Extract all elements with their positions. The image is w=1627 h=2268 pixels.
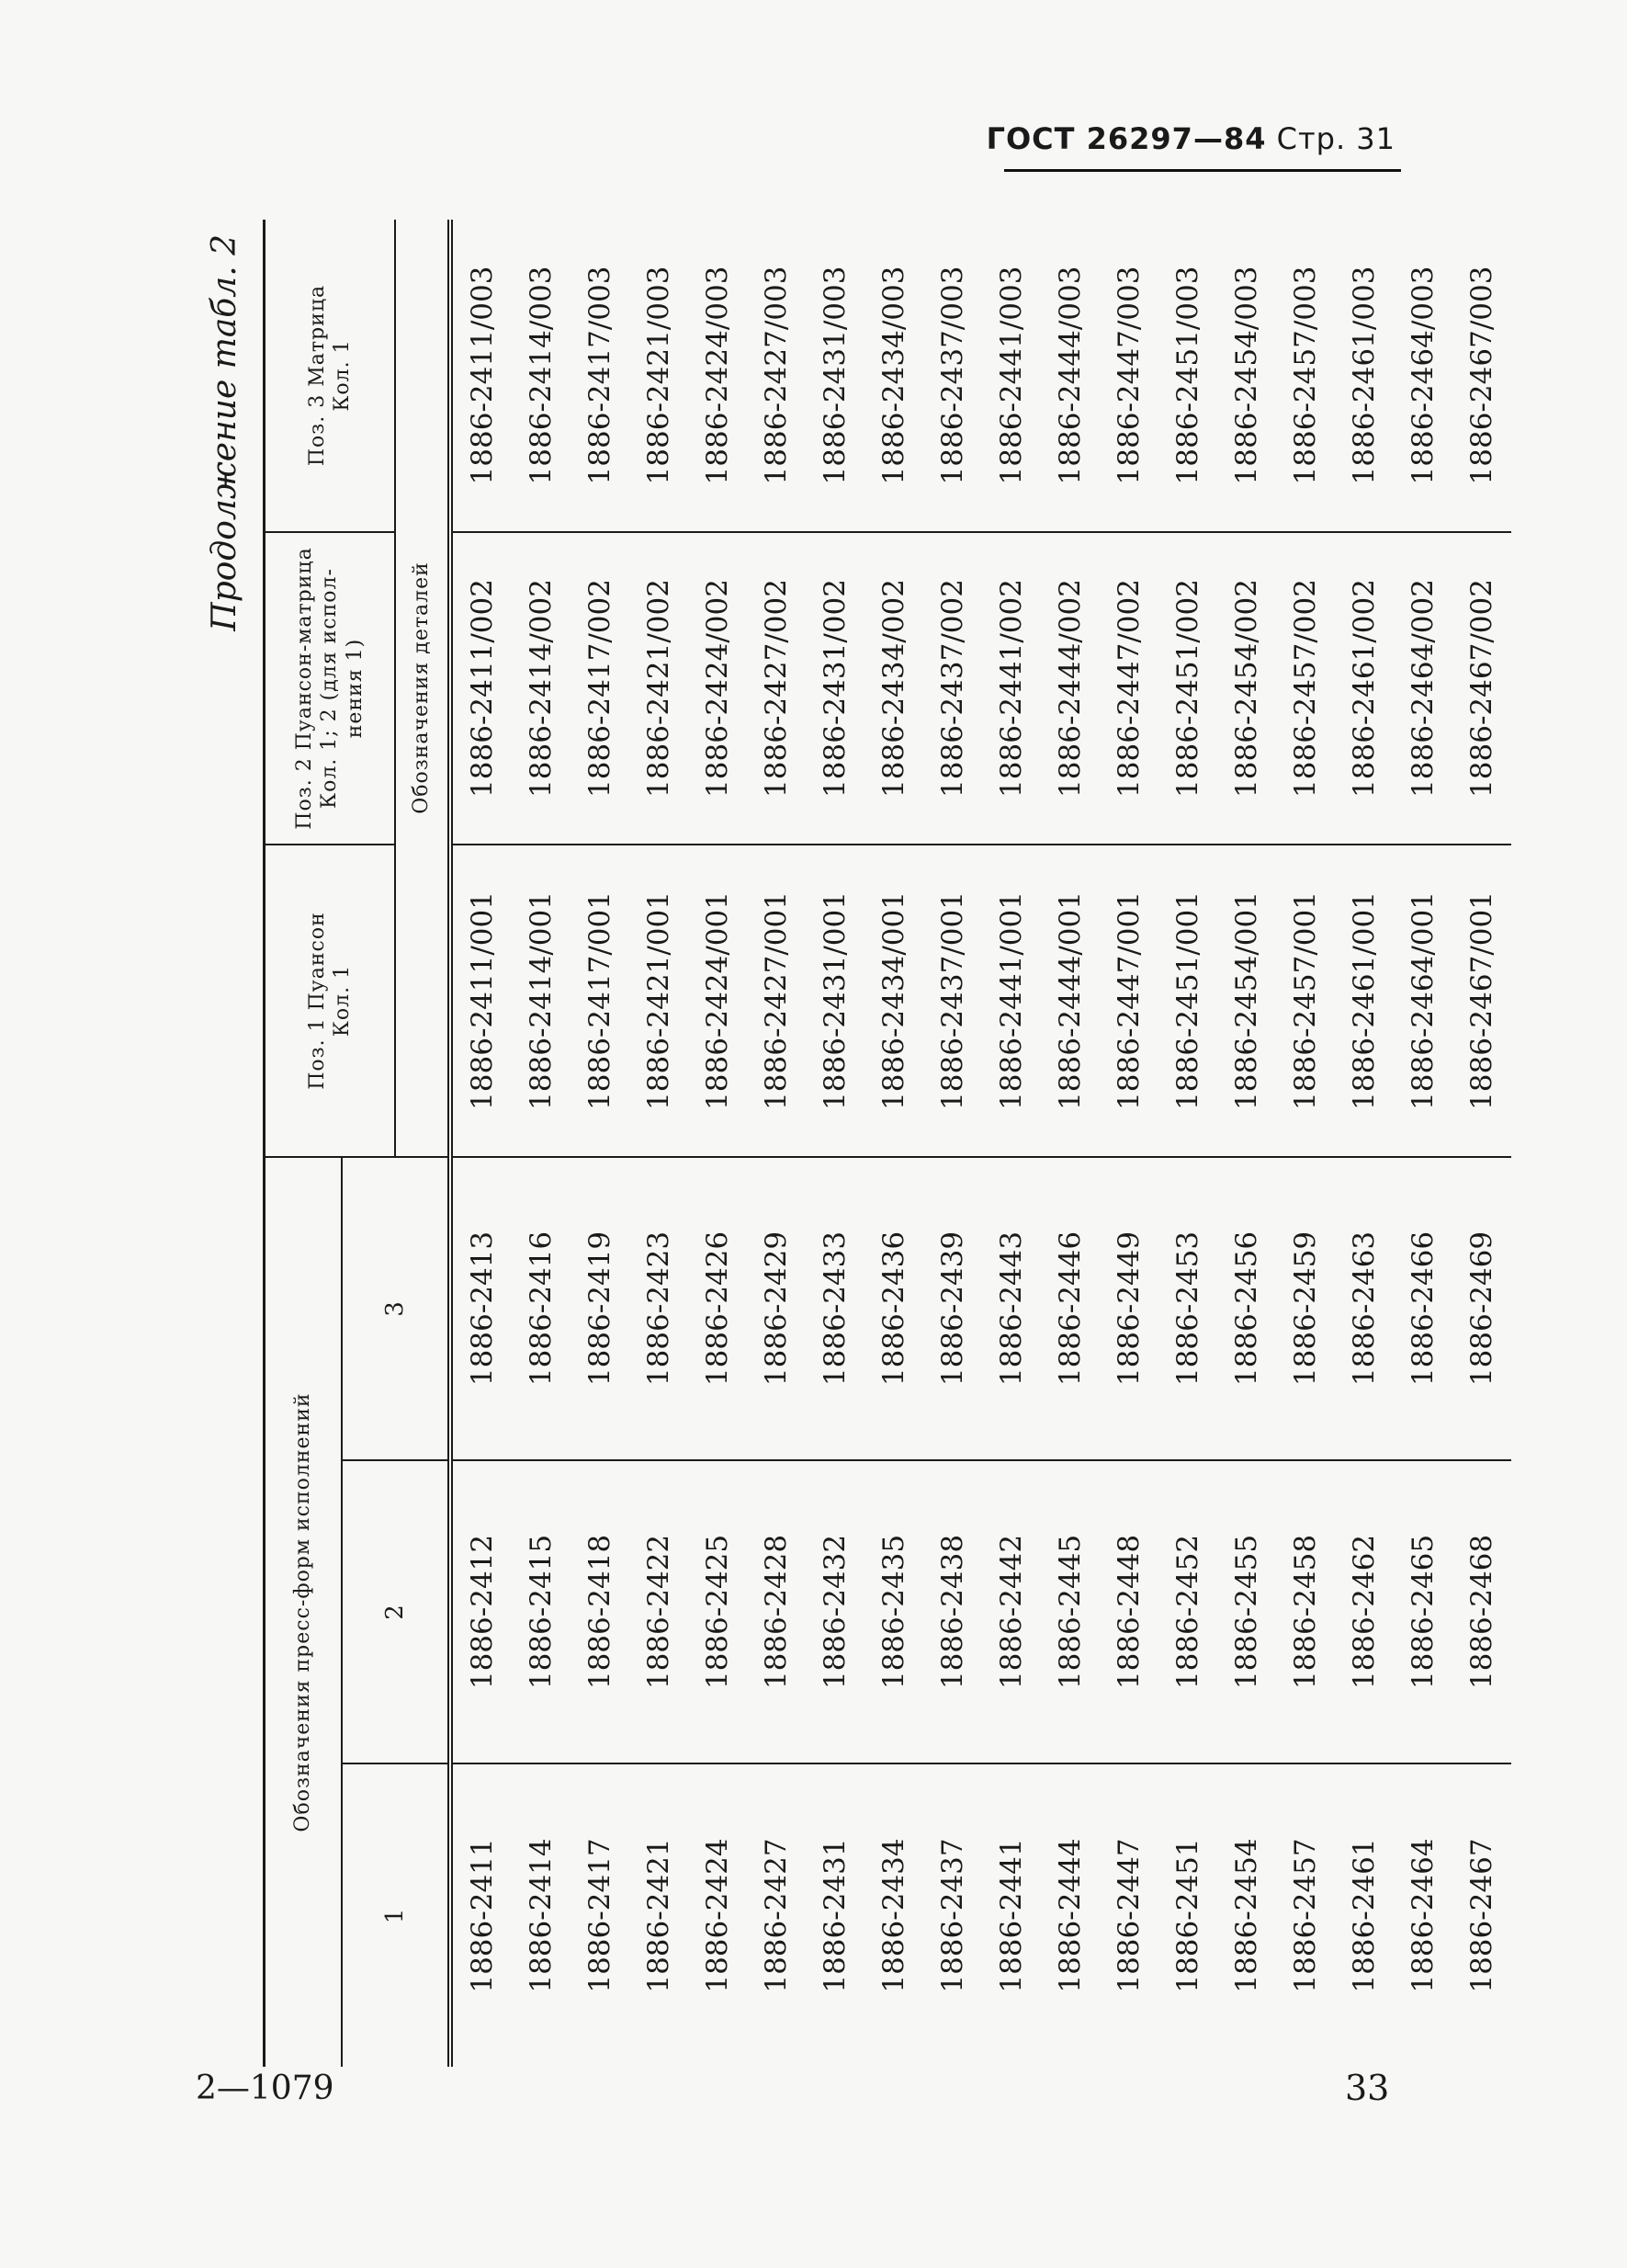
table-row <box>806 220 864 2067</box>
table-cell: 1886-2452 <box>1158 1460 1217 1763</box>
page-number: 33 <box>1345 2068 1390 2108</box>
table-cell: 1886-2458 <box>1276 1460 1335 1763</box>
table-cell: 1886-2431/003 <box>806 220 864 532</box>
table-cell: 1886-2434/003 <box>864 220 923 532</box>
table-cell: 1886-2411 <box>450 1763 512 2067</box>
table-cell: 1886-2461/001 <box>1335 845 1394 1157</box>
table-cell: 1886-2456 <box>1217 1157 1276 1460</box>
table-row <box>450 220 512 2067</box>
table-cell: 1886-2454/001 <box>1217 845 1276 1157</box>
table-cell: 1886-2444 <box>1041 1763 1100 2067</box>
table-cell: 1886-2449 <box>1100 1157 1158 1460</box>
table-cell: 1886-2416 <box>512 1157 571 1460</box>
table-cell: 1886-2464/002 <box>1394 532 1452 845</box>
table-cell: 1886-2447/002 <box>1100 532 1158 845</box>
gost-number: ГОСТ 26297—84 <box>986 121 1267 156</box>
table-cell: 1886-2425 <box>688 1460 747 1763</box>
table-cell: 1886-2427/002 <box>747 532 806 845</box>
table-cell: 1886-2457/003 <box>1276 220 1335 532</box>
table-cell: 1886-2461/002 <box>1335 532 1394 845</box>
page-label: Стр. 31 <box>1276 121 1395 156</box>
table-cell: 1886-2457/001 <box>1276 845 1335 1157</box>
table-cell: 1886-2424 <box>688 1763 747 2067</box>
table-cell: 1886-2431/002 <box>806 532 864 845</box>
table-cell: 1886-2446 <box>1041 1157 1100 1460</box>
table-cell: 1886-2447/001 <box>1100 845 1158 1157</box>
table-caption: Продолжение табл. 2 <box>206 234 243 631</box>
table-cell: 1886-2411/001 <box>450 845 512 1157</box>
table-cell: 1886-2437 <box>923 1763 982 2067</box>
table-cell: 1886-2424/001 <box>688 845 747 1157</box>
header-detail-designations: Обозначения деталей <box>395 220 450 1157</box>
table-cell: 1886-2451/003 <box>1158 220 1217 532</box>
table-cell: 1886-2434/002 <box>864 532 923 845</box>
table-cell: 1886-2435 <box>864 1460 923 1763</box>
table-cell: 1886-2461 <box>1335 1763 1394 2067</box>
table-cell: 1886-2444/002 <box>1041 532 1100 845</box>
table-row <box>571 220 629 2067</box>
table-cell: 1886-2433 <box>806 1157 864 1460</box>
table-cell: 1886-2455 <box>1217 1460 1276 1763</box>
table-cell: 1886-2444/001 <box>1041 845 1100 1157</box>
table-row <box>1394 220 1452 2067</box>
table-cell: 1886-2424/002 <box>688 532 747 845</box>
table-row <box>1041 220 1100 2067</box>
table-cell: 1886-2428 <box>747 1460 806 1763</box>
table-cell: 1886-2469 <box>1452 1157 1511 1460</box>
header-mold-designations: Обозначения пресс-форм исполнений <box>265 1157 343 2067</box>
table-cell: 1886-2437/003 <box>923 220 982 532</box>
table-cell: 1886-2451/002 <box>1158 532 1217 845</box>
table-cell: 1886-2462 <box>1335 1460 1394 1763</box>
table-cell: 1886-2454/002 <box>1217 532 1276 845</box>
table-row <box>629 220 688 2067</box>
table-cell: 1886-2411/003 <box>450 220 512 532</box>
table-cell: 1886-2448 <box>1100 1460 1158 1763</box>
table-body <box>450 220 1511 2067</box>
table-cell: 1886-2457/002 <box>1276 532 1335 845</box>
table-cell: 1886-2441/001 <box>982 845 1041 1157</box>
table-cell: 1886-2419 <box>571 1157 629 1460</box>
table-cell: 1886-2418 <box>571 1460 629 1763</box>
table-cell: 1886-2436 <box>864 1157 923 1460</box>
table-cell: 1886-2461/003 <box>1335 220 1394 532</box>
table-cell: 1886-2417/002 <box>571 532 629 845</box>
table-cell: 1886-2445 <box>1041 1460 1100 1763</box>
table-cell: 1886-2421/003 <box>629 220 688 532</box>
table-cell: 1886-2437/002 <box>923 532 982 845</box>
header-col-1: 1 <box>342 1763 450 2067</box>
table-row <box>688 220 747 2067</box>
table-cell: 1886-2444/003 <box>1041 220 1100 532</box>
table-row <box>1335 220 1394 2067</box>
table-cell: 1886-2417/001 <box>571 845 629 1157</box>
header-col-3: 3 <box>342 1157 450 1460</box>
table-cell: 1886-2464/001 <box>1394 845 1452 1157</box>
table-cell: 1886-2467/002 <box>1452 532 1511 845</box>
table-cell: 1886-2459 <box>1276 1157 1335 1460</box>
header-col-2: 2 <box>342 1460 450 1763</box>
table-cell: 1886-2431/001 <box>806 845 864 1157</box>
table-cell: 1886-2421/001 <box>629 845 688 1157</box>
table-cell: 1886-2414/001 <box>512 845 571 1157</box>
table-cell: 1886-2443 <box>982 1157 1041 1460</box>
table-cell: 1886-2415 <box>512 1460 571 1763</box>
table-cell: 1886-2438 <box>923 1460 982 1763</box>
table-cell: 1886-2464/003 <box>1394 220 1452 532</box>
page-header <box>987 121 1395 156</box>
table-cell: 1886-2451/001 <box>1158 845 1217 1157</box>
table-cell: 1886-2463 <box>1335 1157 1394 1460</box>
rotated-table-block <box>200 220 1498 2067</box>
table-cell: 1886-2467 <box>1452 1763 1511 2067</box>
detail-table <box>263 220 1511 2067</box>
table-cell: 1886-2424/003 <box>688 220 747 532</box>
footer-left-code: 2—1079 <box>196 2070 334 2107</box>
table-cell: 1886-2412 <box>450 1460 512 1763</box>
table-cell: 1886-2437/001 <box>923 845 982 1157</box>
table-cell: 1886-2422 <box>629 1460 688 1763</box>
table-row <box>923 220 982 2067</box>
table-cell: 1886-2414/003 <box>512 220 571 532</box>
table-cell: 1886-2454/003 <box>1217 220 1276 532</box>
table-cell: 1886-2414 <box>512 1763 571 2067</box>
header-pos3: Поз. 3 Матрица Кол. 1 <box>265 220 396 532</box>
table-cell: 1886-2457 <box>1276 1763 1335 2067</box>
table-cell: 1886-2417 <box>571 1763 629 2067</box>
table-cell: 1886-2464 <box>1394 1763 1452 2067</box>
table-cell: 1886-2442 <box>982 1460 1041 1763</box>
header-rule <box>1004 169 1401 172</box>
table-cell: 1886-2467/003 <box>1452 220 1511 532</box>
table-cell: 1886-2427/003 <box>747 220 806 532</box>
table-row <box>1158 220 1217 2067</box>
table-cell: 1886-2447/003 <box>1100 220 1158 532</box>
table-cell: 1886-2417/003 <box>571 220 629 532</box>
table-cell: 1886-2413 <box>450 1157 512 1460</box>
table-cell: 1886-2427/001 <box>747 845 806 1157</box>
table-row <box>747 220 806 2067</box>
table-cell: 1886-2434 <box>864 1763 923 2067</box>
table-cell: 1886-2423 <box>629 1157 688 1460</box>
table-cell: 1886-2431 <box>806 1763 864 2067</box>
table-cell: 1886-2453 <box>1158 1157 1217 1460</box>
table-cell: 1886-2421 <box>629 1763 688 2067</box>
table-cell: 1886-2414/002 <box>512 532 571 845</box>
table-row <box>864 220 923 2067</box>
table-row <box>982 220 1041 2067</box>
table-cell: 1886-2447 <box>1100 1763 1158 2067</box>
table-cell: 1886-2434/001 <box>864 845 923 1157</box>
table-cell: 1886-2454 <box>1217 1763 1276 2067</box>
header-pos2: Поз. 2 Пуансон-матрица Кол. 1; 2 (для испол- нения 1) <box>265 532 396 845</box>
table-cell: 1886-2432 <box>806 1460 864 1763</box>
table-cell: 1886-2465 <box>1394 1460 1452 1763</box>
table-cell: 1886-2421/002 <box>629 532 688 845</box>
table-cell: 1886-2466 <box>1394 1157 1452 1460</box>
table-cell: 1886-2467/001 <box>1452 845 1511 1157</box>
table-row <box>1100 220 1158 2067</box>
table-cell: 1886-2429 <box>747 1157 806 1460</box>
table-row <box>512 220 571 2067</box>
header-pos1: Поз. 1 Пуансон Кол. 1 <box>265 845 396 1157</box>
table-cell: 1886-2451 <box>1158 1763 1217 2067</box>
table-row <box>1452 220 1511 2067</box>
table-cell: 1886-2441 <box>982 1763 1041 2067</box>
table-row <box>1276 220 1335 2067</box>
table-cell: 1886-2439 <box>923 1157 982 1460</box>
table-cell: 1886-2427 <box>747 1763 806 2067</box>
table-cell: 1886-2468 <box>1452 1460 1511 1763</box>
table-cell: 1886-2441/003 <box>982 220 1041 532</box>
table-cell: 1886-2426 <box>688 1157 747 1460</box>
table-cell: 1886-2411/002 <box>450 532 512 845</box>
table-cell: 1886-2441/002 <box>982 532 1041 845</box>
table-row <box>1217 220 1276 2067</box>
